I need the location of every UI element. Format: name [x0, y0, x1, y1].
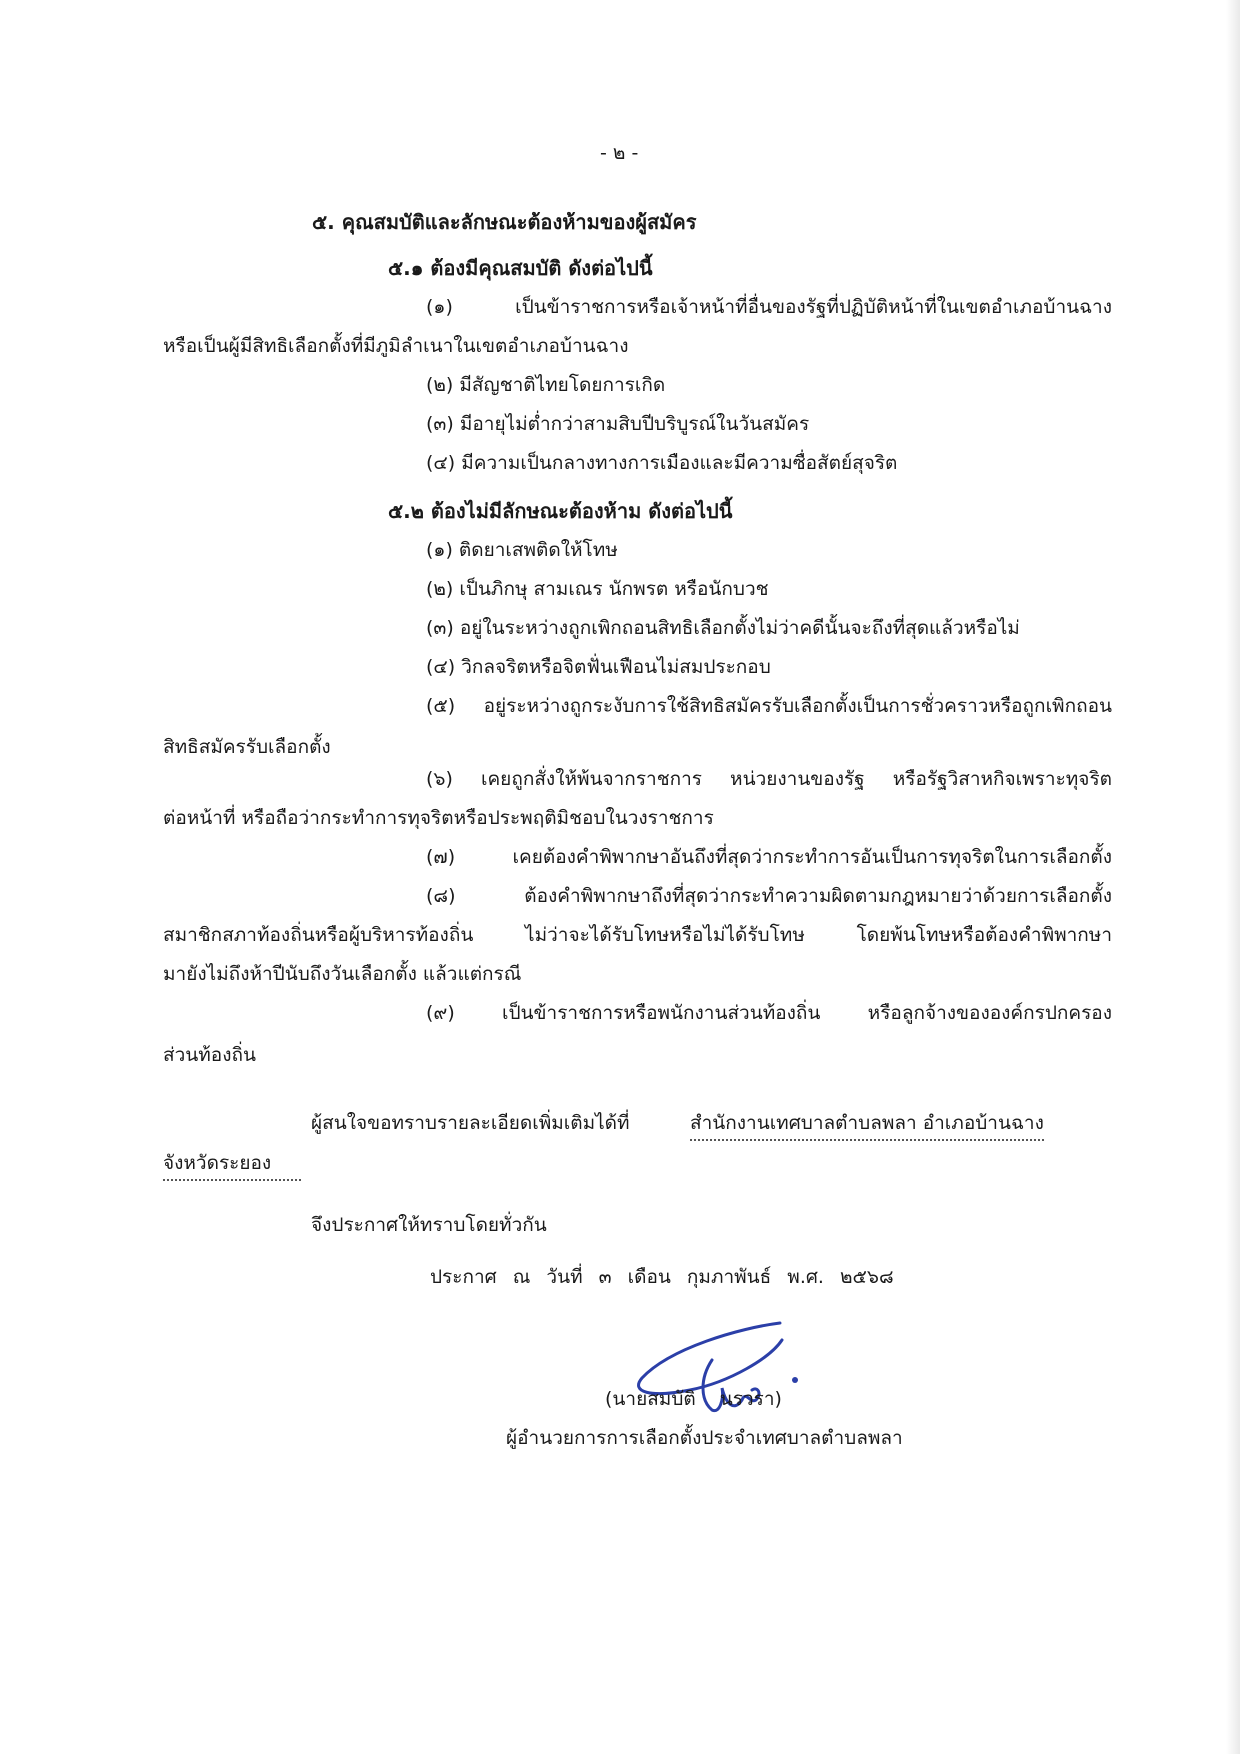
contact-place: สำนักงานเทศบาลตำบลพลา อำเภอบ้านฉาง — [690, 1108, 1044, 1141]
section-5-1-title: ๕.๑ ต้องมีคุณสมบัติ ดังต่อไปนี้ — [388, 256, 653, 280]
s52-item4: (๔) วิกลจริตหรือจิตฟั่นเฟือนไม่สมประกอบ — [426, 656, 771, 678]
s52-item6-line1: (๖) เคยถูกสั่งให้พ้นจากราชการ หน่วยงานของรัฐ หรือรัฐวิสาหกิจเพราะทุจริต — [426, 768, 1112, 790]
s52-item1: (๑) ติดยาเสพติดให้โทษ — [426, 539, 618, 561]
s52-item7: (๗) เคยต้องคำพิพากษาอันถึงที่สุดว่ากระทำการอันเป็นการทุจริตในการเลือกตั้ง — [426, 846, 1112, 868]
s51-item2: (๒) มีสัญชาติไทยโดยการเกิด — [426, 374, 666, 396]
s52-item8-line1: (๘) ต้องคำพิพากษาถึงที่สุดว่ากระทำความผิดตามกฎหมายว่าด้วยการเลือกตั้ง — [426, 885, 1112, 907]
section-5-title: ๕. คุณสมบัติและลักษณะต้องห้ามของผู้สมัคร — [312, 210, 697, 234]
s52-item3: (๓) อยู่ในระหว่างถูกเพิกถอนสิทธิเลือกตั้งไม่ว่าคดีนั้นจะถึงที่สุดแล้วหรือไม่ — [426, 617, 1020, 639]
s52-item2: (๒) เป็นภิกษุ สามเณร นักพรต หรือนักบวช — [426, 578, 769, 600]
s51-item1-line1: (๑) เป็นข้าราชการหรือเจ้าหน้าที่อื่นของรัฐที่ปฏิบัติหน้าที่ในเขตอำเภอบ้านฉาง — [426, 296, 1112, 318]
s52-item8-line2: สมาชิกสภาท้องถิ่นหรือผู้บริหารท้องถิ่น ไม่ว่าจะได้รับโทษหรือไม่ได้รับโทษ โดยพ้นโทษหรือต้องคำพิพากษา — [163, 924, 1112, 946]
s52-item9-line2: ส่วนท้องถิ่น — [163, 1044, 256, 1066]
date-line: ประกาศ ณ วันที่ ๓ เดือน กุมภาพันธ์ พ.ศ. ๒๕๖๘ — [430, 1266, 894, 1288]
contact-lead: ผู้สนใจขอทราบรายละเอียดเพิ่มเติมได้ที่ — [311, 1112, 630, 1134]
s52-item8-line3: มายังไม่ถึงห้าปีนับถึงวันเลือกตั้ง แล้วแต่กรณี — [163, 963, 522, 985]
announce-line: จึงประกาศให้ทราบโดยทั่วกัน — [311, 1214, 547, 1236]
page-edge-shadow — [1226, 0, 1240, 1754]
page-number: - ๒ - — [600, 142, 639, 164]
signer-title: ผู้อำนวยการการเลือกตั้งประจำเทศบาลตำบลพลา — [506, 1427, 903, 1449]
s52-item5-line2: สิทธิสมัครรับเลือกตั้ง — [163, 736, 331, 758]
s51-item3: (๓) มีอายุไม่ต่ำกว่าสามสิบปีบริบูรณ์ในวันสมัคร — [426, 413, 810, 435]
signer-name: (นายสมบัติ นรวรา) — [605, 1388, 782, 1410]
section-5-2-title: ๕.๒ ต้องไม่มีลักษณะต้องห้าม ดังต่อไปนี้ — [388, 499, 733, 523]
s51-item1-line2: หรือเป็นผู้มีสิทธิเลือกตั้งที่มีภูมิลำเนาในเขตอำเภอบ้านฉาง — [163, 335, 629, 357]
s52-item9-line1: (๙) เป็นข้าราชการหรือพนักงานส่วนท้องถิ่น หรือลูกจ้างขององค์กรปกครอง — [426, 1002, 1112, 1024]
s51-item4: (๔) มีความเป็นกลางทางการเมืองและมีความซื่อสัตย์สุจริต — [426, 452, 898, 474]
s52-item6-line2: ต่อหน้าที่ หรือถือว่ากระทำการทุจริตหรือประพฤติมิชอบในวงราชการ — [163, 807, 714, 829]
contact-province: จังหวัดระยอง — [163, 1148, 301, 1181]
s52-item5-line1: (๕) อยู่ระหว่างถูกระงับการใช้สิทธิสมัครรับเลือกตั้งเป็นการชั่วคราวหรือถูกเพิกถอน — [426, 695, 1112, 717]
